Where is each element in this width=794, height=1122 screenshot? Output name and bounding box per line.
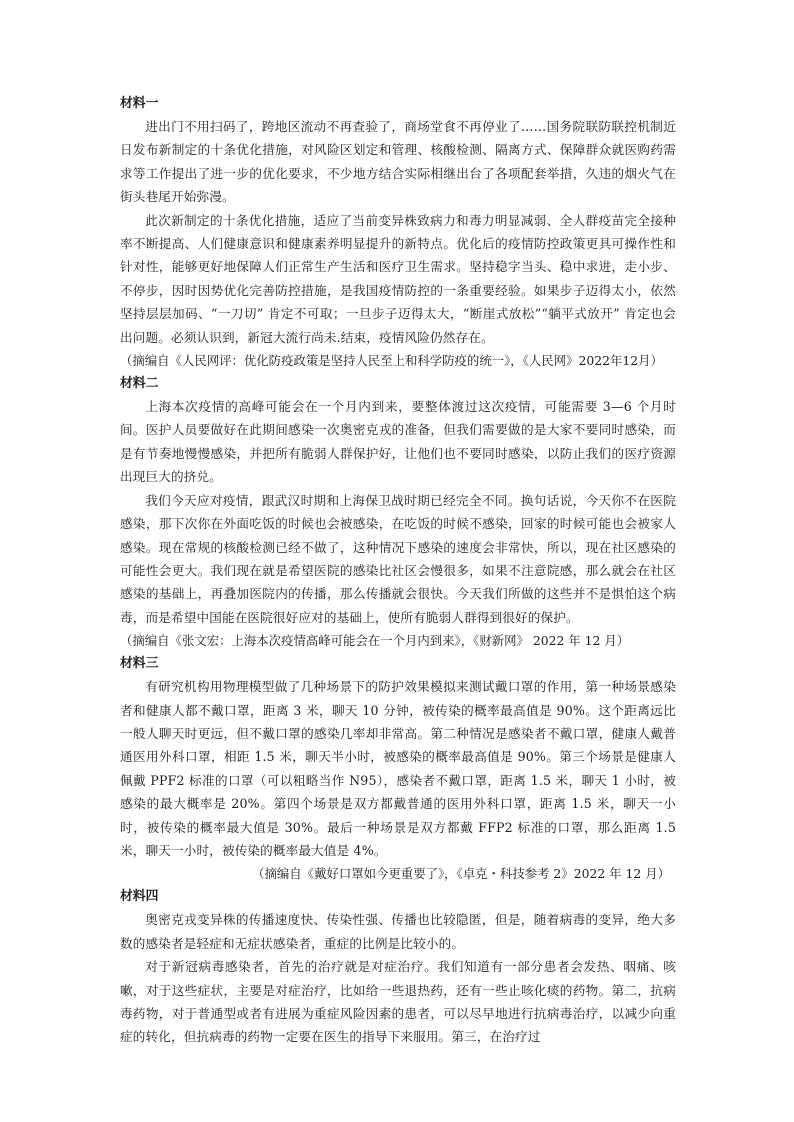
material-1-paragraph-1: 进出门不用扫码了，跨地区流动不再查验了，商场堂食不再停业了……国务院联防联控机制近日发布新制定的十条优化措施，对风险区划定和管理、核酸检测、隔离方式、保障群众就医购药需求等工作提出了进一步的优化要求，不少地方结合实际相继出台了各项配套举措，久违的烟火气在街头巷尾开始弥漫。 <box>120 119 676 205</box>
material-1-source: （摘编自《人民网评：优化防疫政策是坚持人民至上和科学防疫的统一》，《人民网》2022年12月） <box>120 353 663 369</box>
material-3-paragraph-1: 有研究机构用物理模型做了几种场景下的防护效果模拟来测试戴口罩的作用，第一种场景感染者和健康人都不戴口罩，距离 3 米，聊天 10 分钟，被传染的概率最高值是 90%。这个距离远比一般人聊天时更远，但不戴口罩的感染几率却非常高。第二种情况是感染者不戴口罩，健康人戴普通医用外科口罩，相距 1.5 米，聊天半小时，被感染的概率最高值是 90%。第三个场景是健康人佩戴 PPF2 标准的口罩（可以粗略当作 N95），感染者不戴口罩，距离 1.5 米，聊天 1 小时，被感染的最大概率是 20%。第四个场景是双方都戴普通的医用外科口罩，距离 1.5 米，聊天一小时，被传染的概率最大值是 30%。最后一种场景是双方都戴 FFP2 标准的口罩，那么距离 1.5 米，聊天一小时，被传染的概率最大值是 4%。 <box>120 679 676 858</box>
material-2-source: （摘编自《张文宏：上海本次疫情高峰可能会在一个月内到来》，《财新网》 2022 年 12 月） <box>120 633 630 649</box>
material-2 <box>120 372 676 652</box>
material-2-heading: 材料二 <box>120 376 159 392</box>
document-page <box>120 92 676 1049</box>
material-4 <box>120 885 676 1048</box>
material-3-source: （摘编自《戴好口罩如今更重要了》，《卓克・科技参考 2》2022 年 12 月） <box>252 866 670 882</box>
material-3-heading: 材料三 <box>120 656 159 672</box>
material-2-paragraph-2: 我们今天应对疫情，跟武汉时期和上海保卫战时期已经完全不同。换句话说，今天你不在医院感染，那下次你在外面吃饭的时候也会被感染，在吃饭的时候不感染，回家的时候可能也会被家人感染。现在常规的核酸检测已经不做了，这种情况下感染的速度会非常快，所以，现在社区感染的可能性会更大。我们现在就是希望医院的感染比社区会慢很多，如果不注意院感，那么就会在社区感染的基础上，再叠加医院内的传播，那么传播就会很快。今天我们所做的这些并不是惧怕这个病毒，而是希望中国能在医院很好应对的基础上，使所有脆弱人群得到很好的保护。 <box>120 492 676 625</box>
material-4-paragraph-2: 对于新冠病毒感染者，首先的治疗就是对症治疗。我们知道有一部分患者会发热、咽痛、咳嗽，对于这些症状，主要是对症治疗，比如给一些退热药，还有一些止咳化痰的药物。第二，抗病毒药物，对于普通型或者有进展为重症风险因素的患者，可以尽早地进行抗病毒治疗，以减少向重症的转化，但抗病毒的药物一定要在医生的指导下来服用。第三，在治疗过 <box>120 959 676 1045</box>
material-4-heading: 材料四 <box>120 889 159 905</box>
material-1 <box>120 92 676 372</box>
material-2-paragraph-1: 上海本次疫情的高峰可能会在一个月内到来，要整体渡过这次疫情，可能需要 3—6 个月时间。医护人员要做好在此期间感染一次奥密克戎的准备，但我们需要做的是大家不要同时感染，而是有节奏地慢慢感染，并把所有脆弱人群保护好，让他们也不要同时感染，以防止我们的医疗资源出现巨大的挤兑。 <box>120 399 676 485</box>
material-4-paragraph-1: 奥密克戎变异株的传播速度快、传染性强、传播也比较隐匿，但是，随着病毒的变异，绝大多数的感染者是轻症和无症状感染者，重症的比例是比较小的。 <box>120 912 676 951</box>
material-1-paragraph-2: 此次新制定的十条优化措施，适应了当前变异株致病力和毒力明显减弱、全人群疫苗完全接种率不断提高、人们健康意识和健康素养明显提升的新特点。优化后的疫情防控政策更具可操作性和针对性，能够更好地保障人们正常生产生活和医疗卫生需求。坚持稳字当头、稳中求进，走小步、不停步，因时因势优化完善防控措施，是我国疫情防控的一条重要经验。如果步子迈得太小，依然坚持层层加码、“一刀切” 肯定不可取；一旦步子迈得太大，“断崖式放松”“躺平式放开” 肯定也会出问题。必须认识到，新冠大流行尚未.结束，疫情风险仍然存在。 <box>120 212 676 345</box>
material-1-heading: 材料一 <box>120 96 159 111</box>
material-3 <box>120 652 676 885</box>
